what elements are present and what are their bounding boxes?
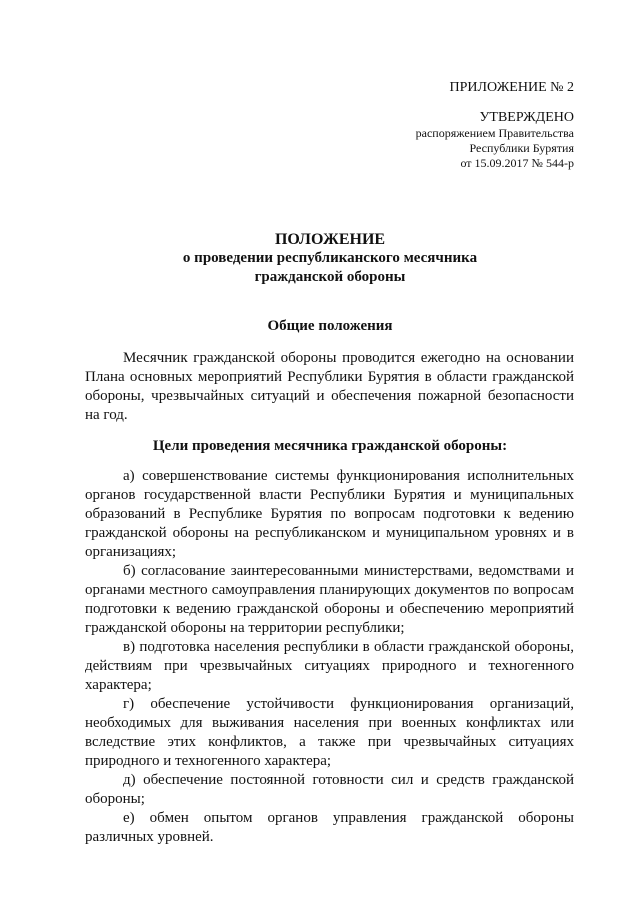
approval-line-3: от 15.09.2017 № 544-р (460, 156, 574, 170)
goals-heading: Цели проведения месячника гражданской обороны: (152, 438, 508, 454)
goal-item-a: а) совершенствование системы функционирования исполнительных органов государственной власти Республики Бурятия и муниципальных образований в Республике Бурятия по вопросам подготовки к ведению гражданской обороны на республиканском и муниципальном уровнях и в организациях; (85, 468, 574, 560)
goals-list (85, 467, 574, 847)
general-paragraph: Месячник гражданской обороны проводится ежегодно на основании Плана основных мероприятий Республики Бурятия в области гражданской обороны, чрезвычайных ситуаций и обеспечения пожарной безопасности на год. (85, 350, 574, 423)
goal-item-e: е) обмен опытом органов управления гражданской обороны различных уровней. (85, 810, 574, 845)
goal-item-g: г) обеспечение устойчивости функционирования организаций, необходимых для выживания населения при военных конфликтах или вследствие этих конфликтов, а также при чрезвычайных ситуациях природного и техногенного характера; (85, 696, 574, 769)
annex-number: ПРИЛОЖЕНИЕ № 2 (449, 80, 574, 95)
goal-item-d: д) обеспечение постоянной готовности сил и средств гражданской обороны; (85, 772, 574, 807)
approval-stamp (416, 109, 574, 171)
approved-label: УТВЕРЖДЕНО (479, 110, 574, 125)
general-provisions-heading: Общие положения (267, 318, 393, 334)
document-title (90, 230, 570, 287)
approval-line-1: распоряжением Правительства (415, 126, 574, 140)
title-line-3: гражданской обороны (254, 269, 406, 285)
title-main: ПОЛОЖЕНИЕ (274, 231, 386, 248)
goal-item-b: б) согласование заинтересованными министерствами, ведомствами и органами местного самоуправления планирующих документов по вопросам подготовки к ведению гражданской обороны и обеспечению мероприятий гражданской обороны на территории республики; (85, 563, 574, 636)
title-line-2: о проведении республиканского месячника (182, 250, 478, 266)
approval-line-2: Республики Бурятия (469, 141, 574, 155)
goal-item-v: в) подготовка населения республики в области гражданской обороны, действиям при чрезвычайных ситуациях природного и техногенного характера; (85, 639, 574, 693)
general-provisions-text (85, 349, 574, 425)
